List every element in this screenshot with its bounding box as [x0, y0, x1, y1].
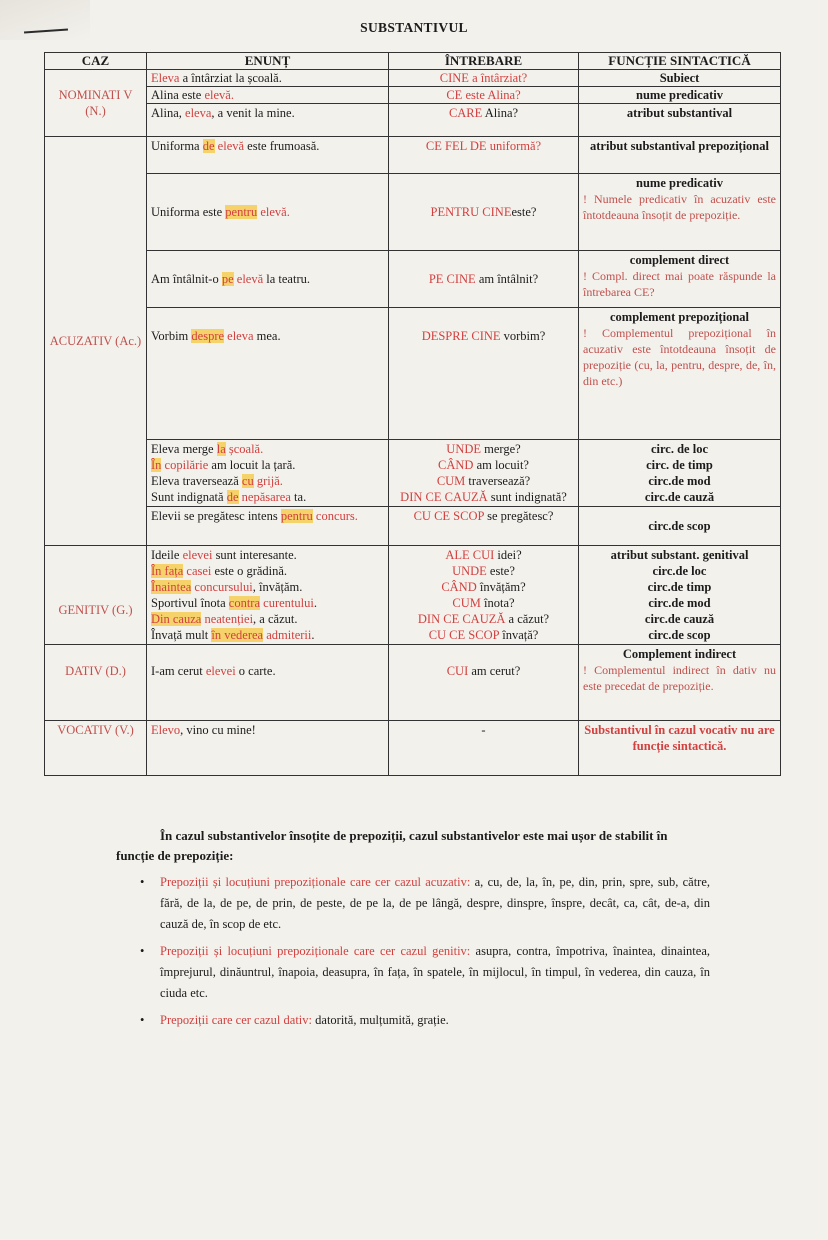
sentence-cell: Vorbim despre eleva mea. [147, 308, 389, 440]
question-cell: - [389, 721, 579, 776]
table-row [45, 87, 781, 104]
function-note: ! Complementul indirect în dativ nu este precedat de prepoziție. [583, 663, 776, 693]
question: CÂND am locuit? [438, 458, 529, 472]
sentence: Învață mult în vederea admiterii. [151, 628, 315, 642]
question: UNDE este? [452, 564, 515, 578]
table-row [45, 104, 781, 137]
case-vocativ: VOCATIV (V.) [45, 721, 147, 776]
sentence-cell: Elevii se pregătesc intens pentru concurs. [147, 507, 389, 546]
question-cell-group [389, 546, 579, 645]
cases-table [44, 52, 781, 776]
sentence-cell: Am întâlnit-o pe elevă la teatru. [147, 251, 389, 308]
table-row [45, 308, 781, 440]
function-cell: circ.de scop [579, 507, 781, 546]
table-row [45, 251, 781, 308]
question-cell-group [389, 440, 579, 507]
sentence-cell: Uniforma este pentru elevă. [147, 174, 389, 251]
function-cell: atribut substantival prepozițional [579, 137, 781, 174]
sentence-cell: Uniforma de elevă este frumoasă. [147, 137, 389, 174]
question-cell: CE FEL DE uniformă? [389, 137, 579, 174]
sentence-cell: Elevo, vino cu mine! [147, 721, 389, 776]
question-cell: PE CINE am întâlnit? [389, 251, 579, 308]
function-label: circ.de mod [648, 596, 711, 610]
header-enunt: ENUNȚ [147, 53, 389, 70]
header-functie: FUNCȚIE SINTACTICĂ [579, 53, 781, 70]
function-label: nume predicativ [636, 176, 723, 190]
header-caz: CAZ [45, 53, 147, 70]
question-cell: CU CE SCOP se pregătesc? [389, 507, 579, 546]
question: ALE CUI idei? [445, 548, 522, 562]
question: CUM traversează? [436, 474, 531, 488]
function-label: complement direct [629, 253, 730, 267]
table-row [45, 507, 781, 546]
list-item: • Prepoziții care cer cazul dativ: datorită, mulțumită, grație. [160, 1010, 710, 1031]
question: CU CE SCOP învață? [428, 628, 539, 642]
function-label: circ.de mod [648, 474, 711, 488]
footer-intro: În cazul substantivelor însoțite de prepoziții, cazul substantivelor este mai ușor de stabilit în funcție de prepoziție: [116, 828, 668, 863]
question-cell: CINE a întârziat? [389, 70, 579, 87]
function-cell [579, 308, 781, 440]
table-row [45, 440, 781, 507]
question-cell: CUI am cerut? [389, 645, 579, 721]
function-note: ! Compl. direct mai poate răspunde la întrebarea CE? [583, 269, 776, 299]
function-label: circ. de timp [646, 458, 713, 472]
list-item: • Prepoziții și locuțiuni prepoziționale care cer cazul acuzativ: a, cu, de, la, în, pe, din, prin, spre, sub, către, fără, de la, de pe, de prin, de peste, de pe la, de pe lângă, despre, dinspre, înspre, decât, ca, cât, de-a, din cauză de, în scop de etc. [160, 872, 710, 935]
preposition-list [0, 872, 710, 1031]
function-label: Complement indirect [622, 647, 737, 661]
header-intrebare: ÎNTREBARE [389, 53, 579, 70]
sentence-cell: I-am cerut elevei o carte. [147, 645, 389, 721]
table-row [45, 546, 781, 645]
sentence: În copilărie am locuit la țară. [151, 458, 296, 472]
sentence: Înaintea concursului, învățăm. [151, 580, 303, 594]
function-note: ! Numele predicativ în acuzativ este întotdeauna însoțit de prepoziție. [583, 192, 776, 222]
function-label: circ.de cauză [644, 612, 715, 626]
function-label: circ.de loc [652, 564, 707, 578]
sentence-cell-group [147, 546, 389, 645]
function-note: ! Complementul prepozițional în acuzativ este întotdeauna însoțit de prepoziție (cu, la, pentru, despre, de, în, din etc.) [583, 326, 776, 388]
sentence: În fața casei este o grădină. [151, 564, 288, 578]
function-cell [579, 251, 781, 308]
sentence-cell: Eleva a întârziat la școală. [147, 70, 389, 87]
question-cell: DESPRE CINE vorbim? [389, 308, 579, 440]
function-cell [579, 645, 781, 721]
table-row [45, 645, 781, 721]
question-cell: PENTRU CINEeste? [389, 174, 579, 251]
question: CÂND învățăm? [441, 580, 526, 594]
question-cell: CE este Alina? [389, 87, 579, 104]
case-acuzativ: ACUZATIV (Ac.) [45, 137, 147, 546]
sentence: Din cauza neatenției, a căzut. [151, 612, 298, 626]
function-cell: Subiect [579, 70, 781, 87]
case-nominativ: NOMINATI V (N.) [45, 70, 147, 137]
sentence: Ideile elevei sunt interesante. [151, 548, 297, 562]
case-dativ: DATIV (D.) [45, 645, 147, 721]
function-cell: Substantivul în cazul vocativ nu are funcție sintactică. [579, 721, 781, 776]
question-cell: CARE Alina? [389, 104, 579, 137]
function-label: circ.de timp [647, 580, 712, 594]
sentence-cell: Alina, eleva, a venit la mine. [147, 104, 389, 137]
table-row [45, 174, 781, 251]
sentence: Sportivul înota contra curentului. [151, 596, 317, 610]
function-label: circ. de loc [650, 442, 709, 456]
case-genitiv: GENITIV (G.) [45, 546, 147, 645]
question: DIN CE CAUZĂ sunt indignată? [400, 490, 567, 504]
table-header-row [45, 53, 781, 70]
question: UNDE merge? [446, 442, 521, 456]
function-label: circ.de cauză [644, 490, 715, 504]
list-item: • Prepoziții și locuțiuni prepoziționale care cer cazul genitiv: asupra, contra, împotriva, înaintea, dinaintea, împrejurul, dinăuntrul, înapoia, deasupra, în fața, în spatele, în mijlocul, în timpul, în vederea, din cauza, în ciuda etc. [160, 941, 710, 1004]
question: CUM înota? [452, 596, 515, 610]
sentence: Eleva merge la școală. [151, 442, 264, 456]
table-row [45, 70, 781, 87]
function-cell: nume predicativ [579, 87, 781, 104]
table-row [45, 721, 781, 776]
function-cell [579, 174, 781, 251]
sentence: Sunt indignată de nepăsarea ta. [151, 490, 307, 504]
function-label: circ.de scop [648, 628, 711, 642]
sentence-cell-group [147, 440, 389, 507]
question: DIN CE CAUZĂ a căzut? [417, 612, 550, 626]
page-title: SUBSTANTIVUL [360, 20, 468, 35]
function-cell-group [579, 546, 781, 645]
sentence: Eleva traversează cu grijă. [151, 474, 283, 488]
sentence-cell: Alina este elevă. [147, 87, 389, 104]
table-row [45, 137, 781, 174]
footer-notes [0, 826, 828, 1037]
function-label: complement prepozițional [610, 310, 749, 324]
function-cell-group [579, 440, 781, 507]
function-label: atribut substant. genitival [610, 548, 749, 562]
function-cell: atribut substantival [579, 104, 781, 137]
